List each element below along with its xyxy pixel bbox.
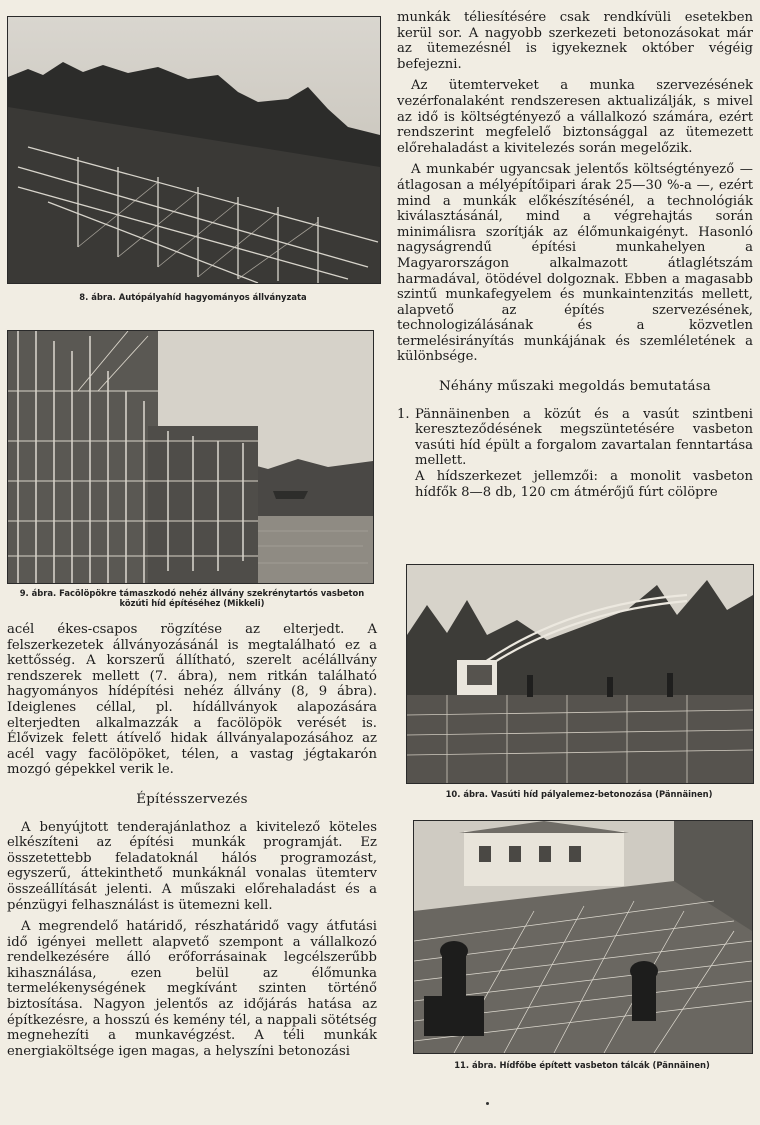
list-item-subtext: A hídszerkezet jellemzői: a monolit vasbeton hídfők 8—8 db, 120 cm átmérőjű fúrt cölöpre <box>415 469 753 500</box>
list-item-text: Pännäinenben a közút és a vasút szintbeni kereszteződésének megszüntetésére vasbeton vasúti híd épült a forgalom zavartalan fenntartása mellett. <box>415 406 753 469</box>
section-heading-technical-solutions: Néhány műszaki megoldás bemutatása <box>438 379 711 395</box>
figure-11-photo <box>413 820 753 1054</box>
abutment-reinforcement-image <box>414 821 752 1053</box>
figure-9-photo <box>7 330 374 584</box>
railway-bridge-concreting-image <box>407 565 753 783</box>
right-text-column <box>397 10 753 500</box>
numbered-list-item <box>397 407 753 501</box>
list-item-number: 1. <box>397 406 410 422</box>
figure-11-caption: 11. ábra. Hídfőbe épített vasbeton tálcák (Pännäinen) <box>454 1060 710 1070</box>
left-paragraph-3: A megrendelő határidő, részhatáridő vagy átfutási idő igényei mellett alapvető szempont a vállalkozó rendelkezésére álló erőforrásainak legcélszerűbb kihasználása, ezen belül az élőmunka termelékenységének megkívánt szinten történő biztosítása. Nagyon jelentős az időjárás hatása az építkezésre, a hosszú és kemény tél, a nappali sötétség megnehezíti a munkavégzést. A téli munkák energiaköltsége igen magas, a helyszíni betonozási <box>7 919 377 1059</box>
page-speck <box>486 1102 489 1105</box>
bridge-scaffolding-image <box>8 17 380 283</box>
left-text-column <box>7 622 377 1065</box>
figure-8-photo <box>7 16 381 284</box>
left-paragraph-1: acél ékes-csapos rögzítése az elterjedt. A felszerkezetek állványozásánál is megtalálható ez a kettősség. A korszerű állítható, szerelt acélállvány rendszerek mellett (7. ábra), nem ritkán található hagyományos hídépítési nehéz állvány (8, 9 ábra). Ideiglenes céllal, pl. hídállványok alapozására elterjedten alkalmazzák a facölöpök verését is. Élővizek felett átívelő hidak állványalapozásához az acél vagy facölöpöket, télen, a vastag jégtakarón mozgó gépekkel verik le. <box>7 622 377 778</box>
wooden-pile-scaffold-image <box>8 331 373 583</box>
left-paragraph-2: A benyújtott tenderajánlathoz a kivitelező köteles elkészíteni az építési munkák programját. Ez összetettebb feladatoknál hálós programozást, egyszerű, áttekinthető munkáknál vonalas ütemterv összeállítását jelenti. A műszaki előrehaladást és a pénzügyi felhasználást is ütemezni kell. <box>7 819 377 913</box>
figure-9-caption-line-1: 9. ábra. Facölöpökre támaszkodó nehéz állvány szekrénytartós vasbeton <box>19 588 365 598</box>
figure-10-caption: 10. ábra. Vasúti híd pályalemez-betonozása (Pännäinen) <box>445 789 713 799</box>
figure-10-photo <box>406 564 754 784</box>
figure-8-caption: 8. ábra. Autópályahíd hagyományos állványzata <box>79 292 307 302</box>
right-paragraph-2: Az ütemterveket a munka szervezésének vezérfonalaként rendszeresen aktualizálják, s mivel az idő is költségtényező a vállalkozó számára, ezért rendszerint megfelelő biztonsággal az ütemezett előrehaladást a kivitelezés során megelőzik. <box>397 78 753 156</box>
right-paragraph-3: A munkabér ugyancsak jelentős költségtényező — átlagosan a mélyépítőipari árak 25—30 %-a —, ezért mind a munkák előkészítésénél, a technológiák kiválasztásánál, mind a végrehajtás során minimálisra szorítják az élőmunkaigényt. Hasonló nagyságrendű építési munkahelyen a Magyarországon alkalmazott átlaglétszám harmadával, ötödével dolgoznak. Ebben a magasabb szintű munkafegyelem és munkaintenzitás mellett, alapvető az építés szervezésének, technologizálásának és a közvetlen termelésirányítás munkájának és szemléletének a különbsége. <box>397 162 753 365</box>
section-heading-construction-organization: Építésszervezés <box>136 791 248 807</box>
figure-9-caption-line-2: közúti híd építéséhez (Mikkeli) <box>119 598 265 608</box>
right-paragraph-1: munkák téliesítésére csak rendkívüli esetekben kerül sor. A nagyobb szerkezeti betonozásokat már az ütemezésnél is igyekeznek október végéig befejezni. <box>397 10 753 72</box>
